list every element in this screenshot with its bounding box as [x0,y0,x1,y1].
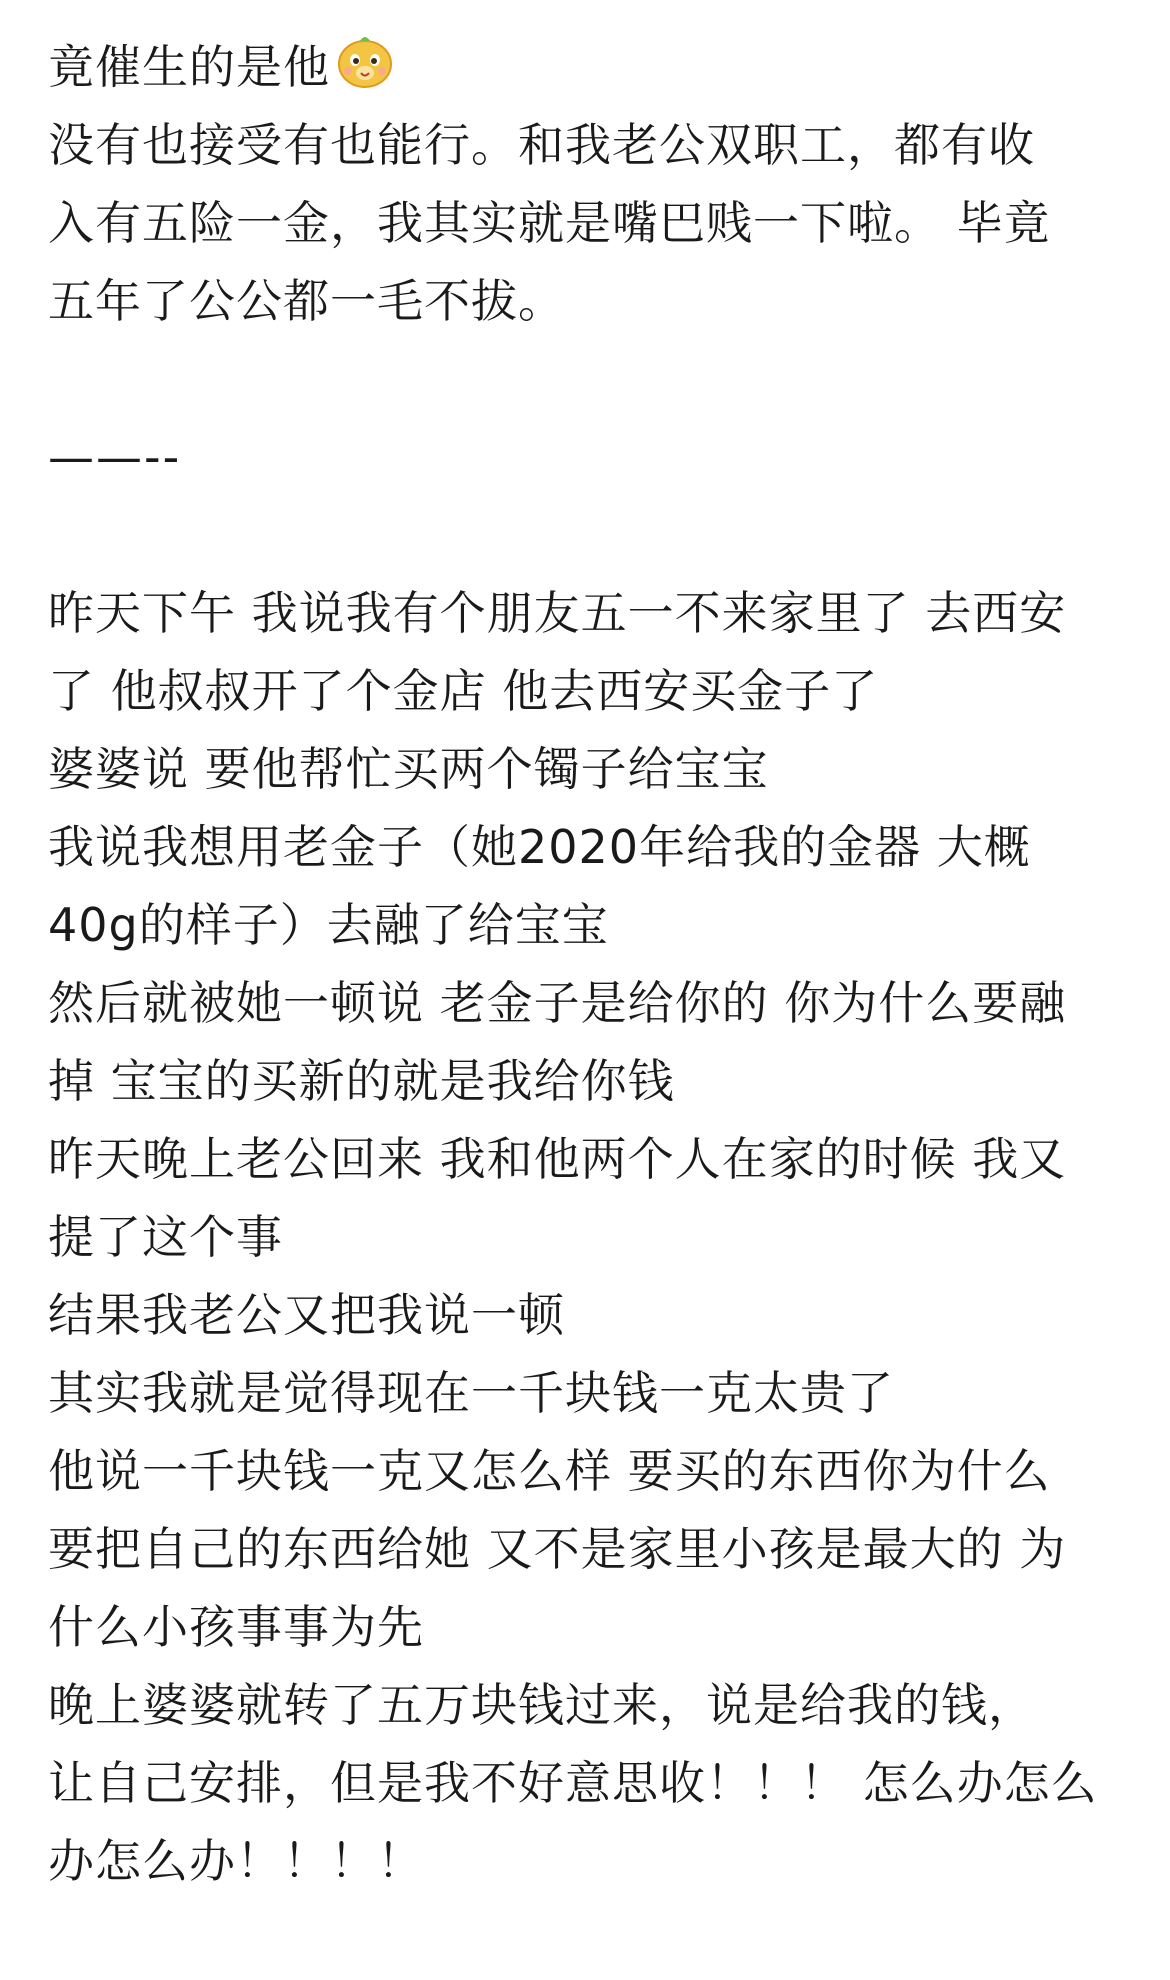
section-divider: ——-- [48,430,182,484]
intro-line: 没有也接受有也能行。和我老公双职工，都有收 [48,118,1035,172]
body-line: 我说我想用老金子（她2020年给我的金器 大概 [48,820,1031,874]
body-line: 昨天晚上老公回来 我和他两个人在家的时候 我又 [48,1132,1067,1186]
body-line: 结果我老公又把我说一顿 [48,1288,565,1342]
body-line: 昨天下午 我说我有个朋友五一不来家里了 去西安 [48,586,1067,640]
spacer [48,496,1128,574]
intro-line: 入有五险一金，我其实就是嘴巴贱一下啦。 毕竟 [48,196,1051,250]
intro-line: 五年了公公都一毛不拔。 [48,274,565,328]
intro-title-line [48,28,1128,106]
body-line: 然后就被她一顿说 老金子是给你的 你为什么要融 [48,976,1067,1030]
body-line: 办怎么办！！！！ [48,1834,424,1888]
intro-title: 竟催生的是他 [48,40,330,94]
body-line: 晚上婆婆就转了五万块钱过来，说是给我的钱， [48,1678,1035,1732]
body-line: 了 他叔叔开了个金店 他去西安买金子了 [48,664,879,718]
body-line: 要把自己的东西给她 又不是家里小孩是最大的 为 [48,1522,1067,1576]
smiling-bear-emoji-icon [334,31,396,89]
body-line: 掉 宝宝的买新的就是我给你钱 [48,1054,675,1108]
body-line: 婆婆说 要他帮忙买两个镯子给宝宝 [48,742,769,796]
body-line: 他说一千块钱一克又怎么样 要买的东西你为什么 [48,1444,1051,1498]
body-line: 什么小孩事事为先 [48,1600,424,1654]
body-line: 40g的样子）去融了给宝宝 [48,898,609,952]
body-line: 让自己安排，但是我不好意思收！！！ 怎么办怎么 [48,1756,1098,1810]
post-content [48,28,1128,1900]
body-line: 提了这个事 [48,1210,283,1264]
body-line: 其实我就是觉得现在一千块钱一克太贵了 [48,1366,894,1420]
spacer [48,340,1128,418]
